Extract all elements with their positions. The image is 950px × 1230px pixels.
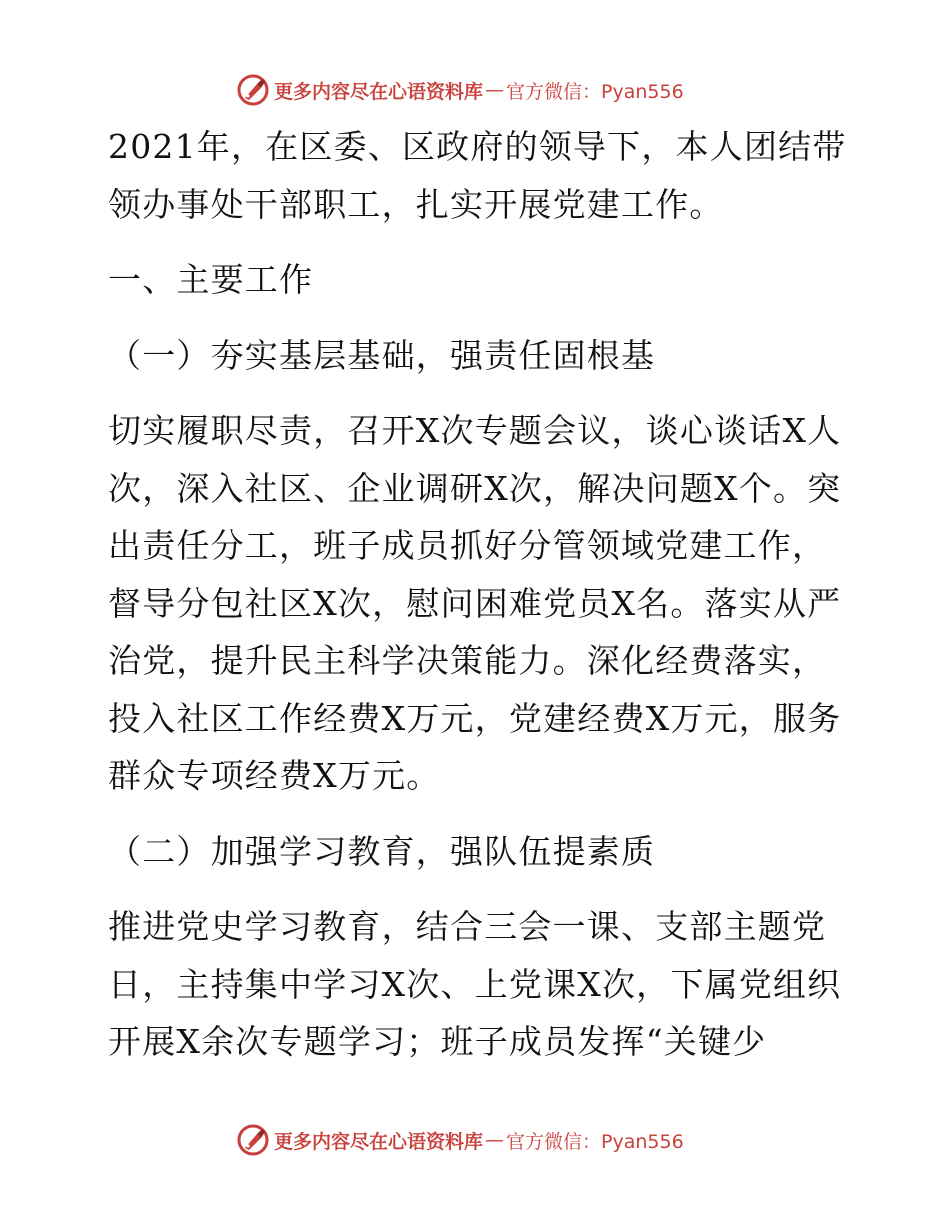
watermark-footer [236, 1123, 684, 1157]
watermark-brand-text: 更多内容尽在心语资料库 [274, 80, 484, 103]
watermark-header [236, 73, 684, 107]
watermark-wechat-text: 官方微信：Pyan556 [506, 80, 684, 103]
pen-nib-logo-icon [236, 1123, 270, 1157]
watermark-brand-text: 更多内容尽在心语资料库 [274, 1130, 484, 1153]
subsection-heading-2: （二）加强学习教育，强队伍提素质 [108, 831, 656, 871]
section-heading-main-work: 一、主要工作 [108, 260, 314, 299]
watermark-wechat-text: 官方微信：Pyan556 [506, 1130, 684, 1153]
watermark-separator: — [485, 79, 505, 101]
subsection-heading-1: （一）夯实基层基础，强责任固根基 [108, 335, 656, 375]
body-paragraph-1: 切实履职尽责，召开X次专题会议，谈心谈话X人次，深入社区、企业调研X次，解决问题X个。突出责任分工，班子成员抓好分管领域党建工作，督导分包社区X次，慰问困难党员X名。落实从严治党，提升民主科学决策能力。深化经费落实，投入社区工作经费X万元，党建经费X万元，服务群众专项经费X万元。 [108, 411, 842, 795]
document-body [98, 118, 858, 1071]
pen-nib-logo-icon [236, 73, 270, 107]
watermark-separator: — [485, 1129, 505, 1151]
intro-paragraph: 2021年，在区委、区政府的领导下，本人团结带领办事处干部职工，扎实开展党建工作。 [108, 127, 847, 224]
body-paragraph-2: 推进党史学习教育，结合三会一课、支部主题党日，主持集中学习X次、上党课X次，下属党组织开展X余次专题学习；班子成员发挥“关键少 [108, 907, 842, 1061]
